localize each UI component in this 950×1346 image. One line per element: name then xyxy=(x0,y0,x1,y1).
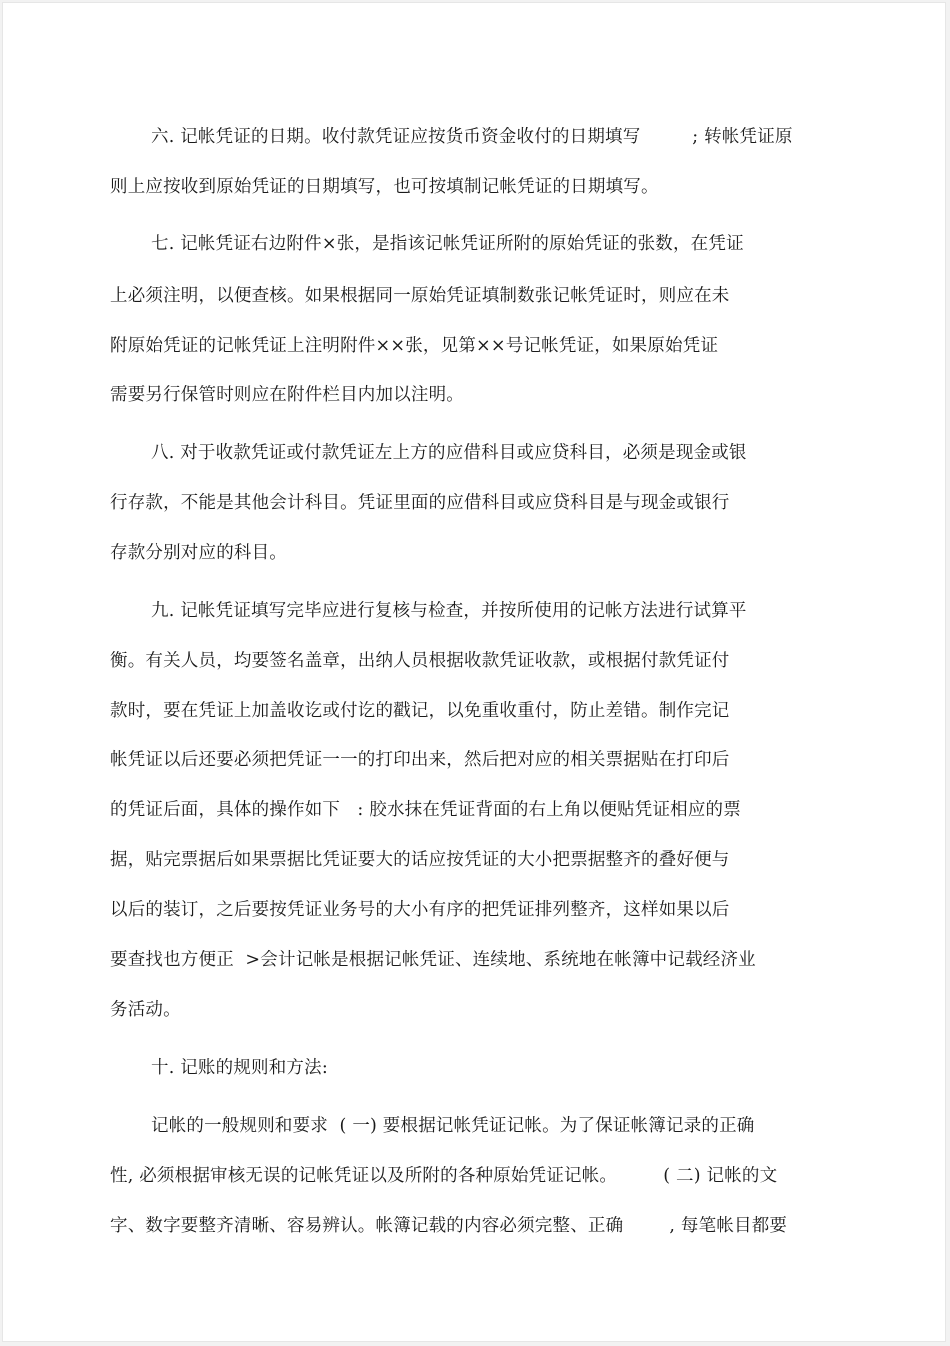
para-9-line-9: 务活动。 xyxy=(110,1000,181,1020)
para-9-line-3: 款时，要在凭证上加盖收讫或付讫的戳记，以免重收重付，防止差错。制作完记 xyxy=(110,701,730,721)
para-11-line-1: 记帐的一般规则和要求 ( 一) 要根据记帐凭证记帐。为了保证帐簿记录的正确 xyxy=(151,1116,755,1136)
para-10-heading: 十. 记账的规则和方法: xyxy=(151,1058,328,1078)
para-9-line-2: 衡。有关人员，均要签名盖章，出纳人员根据收款凭证收款，或根据付款凭证付 xyxy=(110,651,730,671)
para-11-line-3: 字、数字要整齐清晰、容易辨认。帐簿记载的内容必须完整、正确 , 每笔帐目都要 xyxy=(110,1216,788,1236)
para-7-line-2: 上必须注明，以便查核。如果根据同一原始凭证填制数张记帐凭证时，则应在未 xyxy=(110,286,730,306)
para-7-line-3: 附原始凭证的记帐凭证上注明附件××张，见第××号记帐凭证，如果原始凭证 xyxy=(110,336,719,356)
document-page xyxy=(2,2,946,1342)
para-6-line-1: 六. 记帐凭证的日期。收付款凭证应按货币资金收付的日期填写 ; 转帐凭证原 xyxy=(151,127,793,147)
para-8-line-2: 行存款，不能是其他会计科目。凭证里面的应借科目或应贷科目是与现金或银行 xyxy=(110,493,730,513)
para-9-line-6: 据，贴完票据后如果票据比凭证要大的话应按凭证的大小把票据整齐的叠好便与 xyxy=(110,850,730,870)
para-9-line-8: 要查找也方便正 >会计记帐是根据记帐凭证、连续地、系统地在帐簿中记载经济业 xyxy=(110,950,756,970)
para-7-line-1: 七. 记帐凭证右边附件×张，是指该记帐凭证所附的原始凭证的张数，在凭证 xyxy=(151,234,744,254)
para-9-line-4: 帐凭证以后还要必须把凭证一一的打印出来，然后把对应的相关票据贴在打印后 xyxy=(110,750,730,770)
para-9-line-7: 以后的装订，之后要按凭证业务号的大小有序的把凭证排列整齐，这样如果以后 xyxy=(110,900,730,920)
para-6-line-2: 则上应按收到原始凭证的日期填写，也可按填制记帐凭证的日期填写。 xyxy=(110,177,659,197)
para-9-line-1: 九. 记帐凭证填写完毕应进行复核与检查，并按所使用的记帐方法进行试算平 xyxy=(151,601,747,621)
para-8-line-1: 八. 对于收款凭证或付款凭证左上方的应借科目或应贷科目，必须是现金或银 xyxy=(151,443,747,463)
para-7-line-4: 需要另行保管时则应在附件栏目内加以注明。 xyxy=(110,385,464,405)
para-8-line-3: 存款分别对应的科目。 xyxy=(110,543,287,563)
para-9-line-5: 的凭证后面，具体的操作如下 : 胶水抹在凭证背面的右上角以便贴凭证相应的票 xyxy=(110,800,741,820)
para-11-line-2: 性, 必须根据审核无误的记帐凭证以及所附的各种原始凭证记帐。 ( 二) 记帐的文 xyxy=(110,1166,778,1186)
